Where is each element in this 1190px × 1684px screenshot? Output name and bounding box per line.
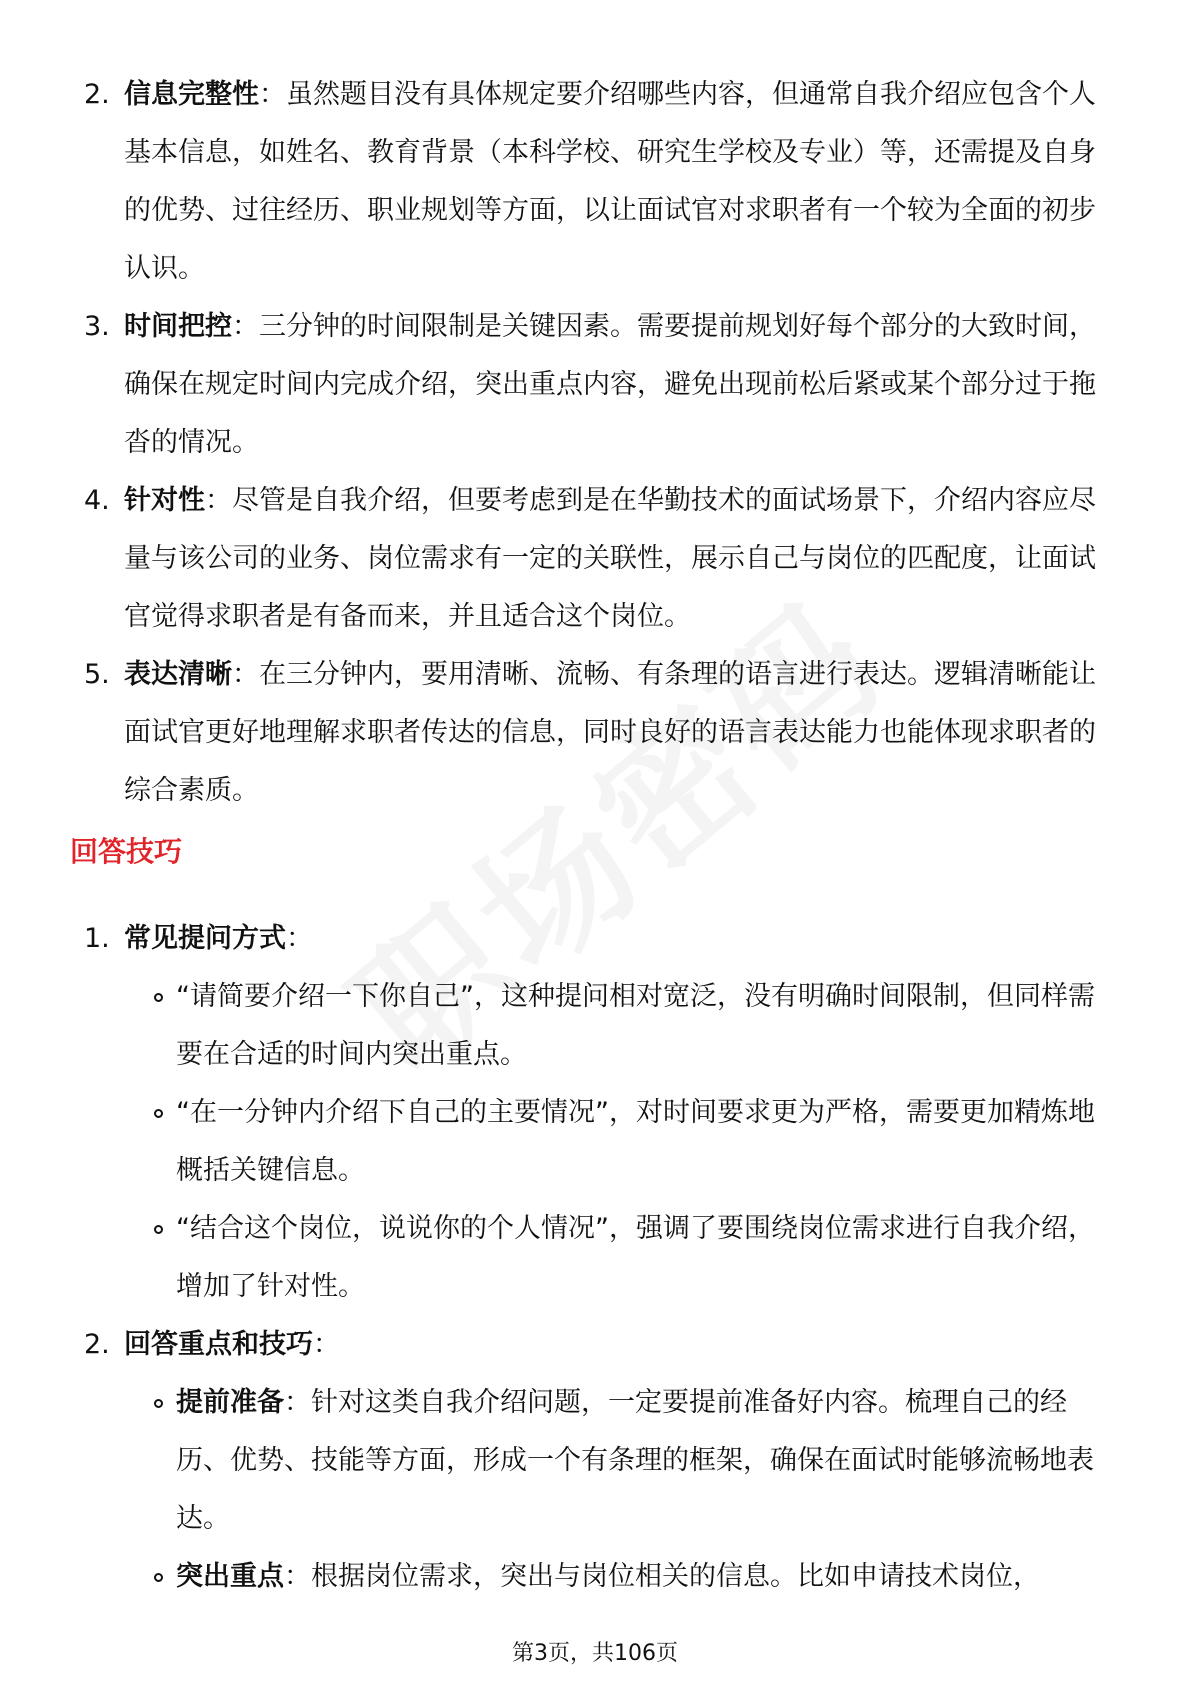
circle-bullet-icon: [154, 1573, 163, 1582]
item-title: 信息完整性: [124, 79, 259, 110]
list-number: 3.: [84, 311, 110, 342]
list-item: [0, 646, 1116, 820]
circle-bullet-icon: [154, 1109, 163, 1118]
item-body: ：尽管是自我介绍，但要考虑到是在华勤技术的面试场景下，介绍内容应尽量与该公司的业务、岗位需求有一定的关联性，展示自己与岗位的匹配度，让面试官觉得求职者是有备而来，并且适合这个岗位。: [124, 485, 1096, 632]
list-item: [0, 1316, 1116, 1606]
criteria-list: [0, 66, 1116, 820]
sub-list-item: 提前准备：针对这类自我介绍问题，一定要提前准备好内容。梳理自己的经历、优势、技能等方面，形成一个有条理的框架，确保在面试时能够流畅地表达。: [124, 1374, 1116, 1548]
list-number: 5.: [84, 659, 110, 690]
sub-list: [124, 1374, 1116, 1606]
item-title: 回答重点和技巧: [124, 1329, 313, 1360]
item-body: ：: [286, 923, 313, 954]
circle-bullet-icon: [154, 1399, 163, 1408]
sub-list-item: “请简要介绍一下你自己”，这种提问相对宽泛，没有明确时间限制，但同样需要在合适的时间内突出重点。: [124, 968, 1116, 1084]
item-body: ：在三分钟内，要用清晰、流畅、有条理的语言进行表达。逻辑清晰能让面试官更好地理解求职者传达的信息，同时良好的语言表达能力也能体现求职者的综合素质。: [124, 659, 1096, 806]
list-item: [0, 472, 1116, 646]
section-heading: 回答技巧: [70, 835, 183, 868]
item-title: 常见提问方式: [124, 923, 286, 954]
list-number: 2.: [84, 1329, 110, 1360]
circle-bullet-icon: [154, 993, 163, 1002]
item-body: ：虽然题目没有具体规定要介绍哪些内容，但通常自我介绍应包含个人基本信息，如姓名、教育背景（本科学校、研究生学校及专业）等，还需提及自身的优势、过往经历、职业规划等方面，以让面试官对求职者有一个较为全面的初步认识。: [124, 79, 1096, 284]
list-item: [0, 298, 1116, 472]
list-item: [0, 66, 1116, 298]
sub-list-item: “在一分钟内介绍下自己的主要情况”，对时间要求更为严格，需要更加精炼地概括关键信息。: [124, 1084, 1116, 1200]
page-footer: 第3页，共106页: [512, 1641, 678, 1666]
tips-list: [0, 910, 1116, 1606]
sub-list: [124, 968, 1116, 1316]
list-item: [0, 910, 1116, 1316]
list-number: 1.: [84, 923, 110, 954]
list-number: 4.: [84, 485, 110, 516]
list-number: 2.: [84, 79, 110, 110]
sub-list-item: 突出重点：根据岗位需求，突出与岗位相关的信息。比如申请技术岗位，: [124, 1548, 1116, 1606]
sub-list-item: “结合这个岗位，说说你的个人情况”，强调了要围绕岗位需求进行自我介绍，增加了针对性。: [124, 1200, 1116, 1316]
item-body: ：: [313, 1329, 340, 1360]
item-body: ：三分钟的时间限制是关键因素。需要提前规划好每个部分的大致时间，确保在规定时间内完成介绍，突出重点内容，避免出现前松后紧或某个部分过于拖沓的情况。: [124, 311, 1096, 458]
circle-bullet-icon: [154, 1225, 163, 1234]
item-title: 表达清晰: [124, 659, 232, 690]
item-title: 针对性: [124, 485, 205, 516]
item-title: 时间把控: [124, 311, 232, 342]
